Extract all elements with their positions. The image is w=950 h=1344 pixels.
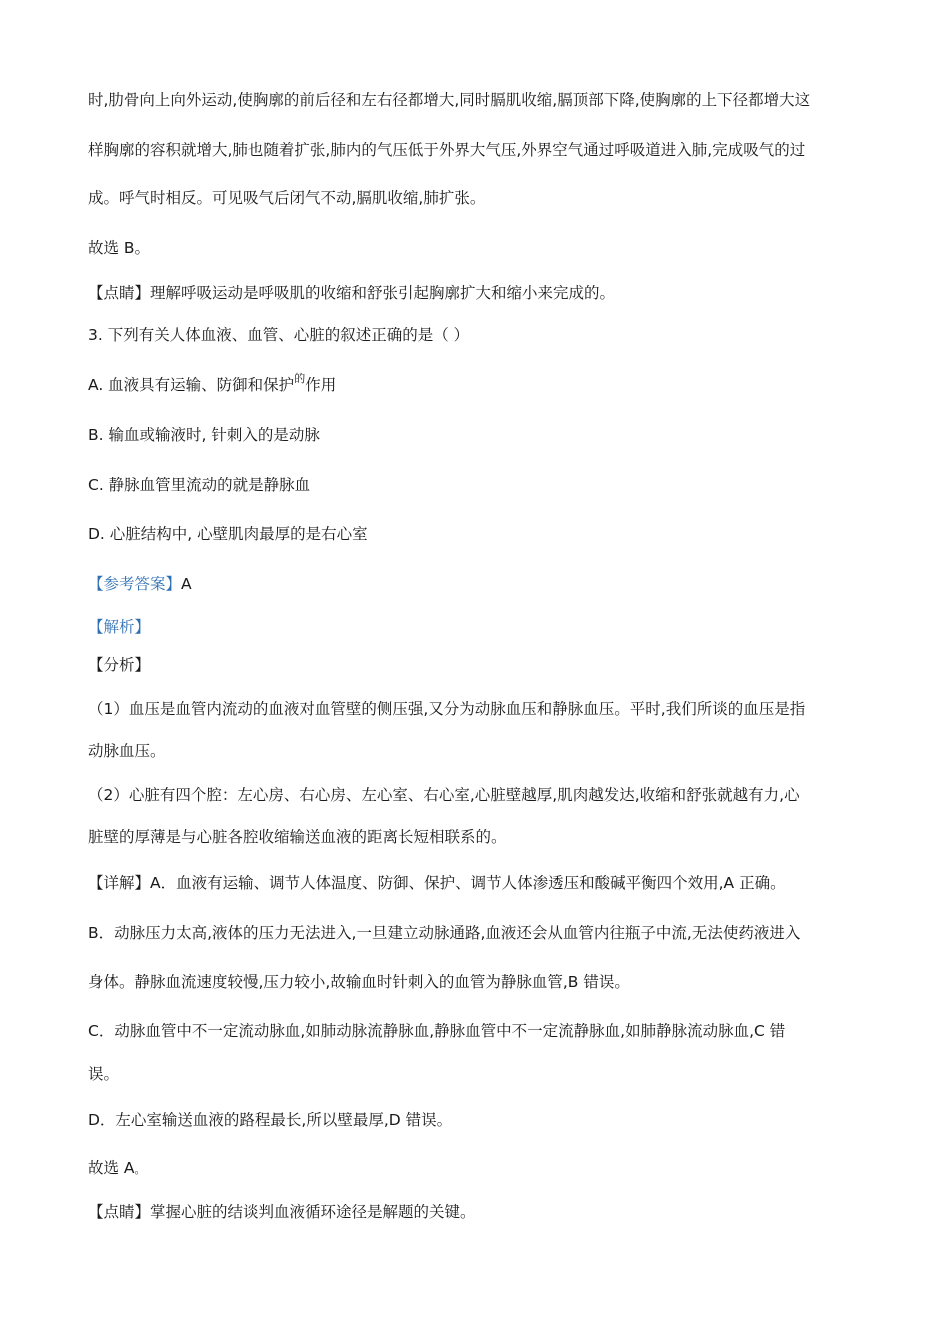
detail-c-line: 误。 [88,1065,120,1083]
question-stem: 3. 下列有关人体血液、血管、心脏的叙述正确的是（ ） [88,326,470,344]
final-choice [88,1158,146,1180]
option-c: C. 静脉血管里流动的就是静脉血 [88,476,311,494]
option-a [88,372,337,397]
point-1-line: 动脉血压。 [88,742,166,760]
reference-answer-label: 【参考答案】 [88,575,182,593]
detail-d: D．左心室输送血液的路程最长,所以壁最厚,D 错误。 [88,1111,453,1129]
option-b: B. 输血或输液时, 针刺入的是动脉 [88,426,320,444]
point-1-line: （1）血压是血管内流动的血液对血管壁的侧压强,又分为动脉血压和静脉血压。平时,我们所谈的血压是指 [88,700,806,718]
fenxi-label: 【分析】 [88,656,151,674]
paragraph-line: 时,肋骨向上向外运动,使胸廓的前后径和左右径都增大,同时膈肌收缩,膈顶部下降,使胸廓的上下径都增大这 [88,91,811,109]
final-choice-mark: 。 [134,1163,146,1176]
option-d: D. 心脏结构中, 心壁肌肉最厚的是右心室 [88,525,368,543]
option-a-tail: 作用 [305,376,337,394]
detail-b-line: B．动脉压力太高,液体的压力无法进入,一旦建立动脉通路,血液还会从血管内往瓶子中流,无法使药液进入 [88,924,801,942]
reference-answer [88,574,192,594]
point-2-line: （2）心脏有四个腔：左心房、右心房、左心室、右心室,心脏壁越厚,肌肉越发达,收缩和舒张就越有力,心 [88,786,800,804]
previous-tip: 【点睛】理解呼吸运动是呼吸肌的收缩和舒张引起胸廓扩大和缩小来完成的。 [88,284,616,302]
final-choice-text: 故选 A [88,1159,135,1177]
final-tip: 【点睛】掌握心脏的结谈判血液循环途径是解题的关键。 [88,1203,476,1221]
reference-answer-value: A [181,575,192,593]
paragraph-line: 样胸廓的容积就增大,肺也随着扩张,肺内的气压低于外界大气压,外界空气通过呼吸道进入肺,完成吸气的过 [88,141,806,159]
option-a-text: A. 血液具有运输、防御和保护 [88,376,295,394]
paragraph-line: 成。呼气时相反。可见吸气后闭气不动,膈肌收缩,肺扩张。 [88,189,486,207]
analysis-label: 【解析】 [88,618,151,636]
point-2-line: 脏壁的厚薄是与心脏各腔收缩输送血液的距离长短相联系的。 [88,828,507,846]
detail-c-line: C．动脉血管中不一定流动脉血,如肺动脉流静脉血,静脉血管中不一定流静脉血,如肺静脉流动脉血,C 错 [88,1022,786,1040]
option-a-sup: 的 [294,372,306,385]
detail-a: 【详解】A．血液有运输、调节人体温度、防御、保护、调节人体渗透压和酸碱平衡四个效用,A 正确。 [88,874,786,892]
detail-b-line: 身体。静脉血流速度较慢,压力较小,故输血时针刺入的血管为静脉血管,B 错误。 [88,973,630,991]
previous-choice: 故选 B。 [88,239,151,257]
